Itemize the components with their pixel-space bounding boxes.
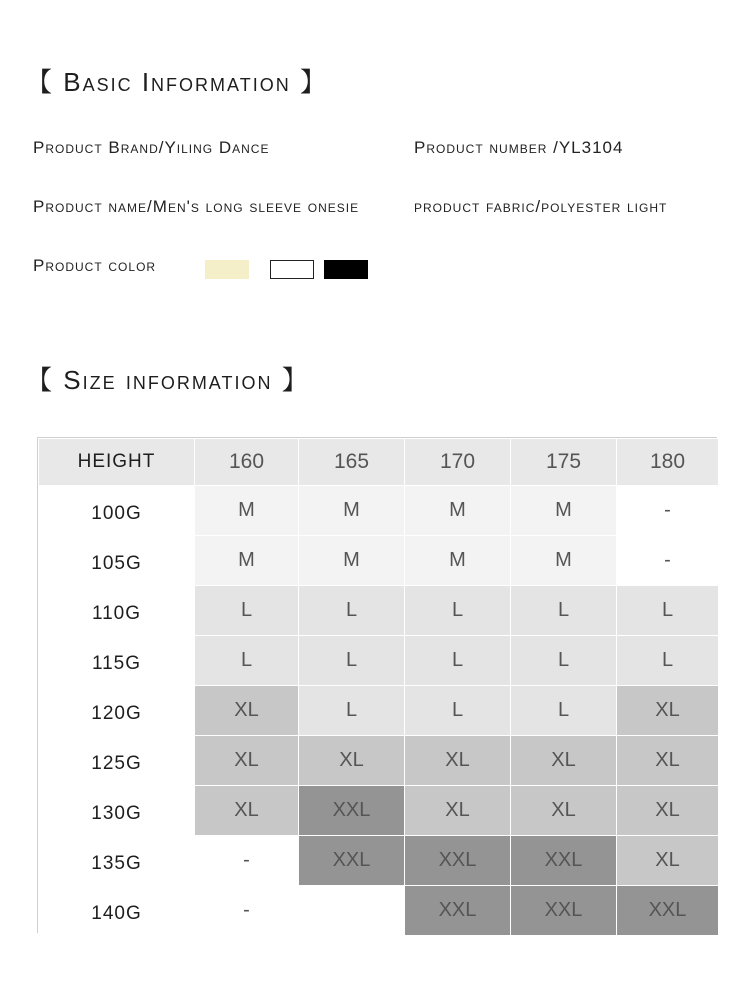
color-swatch-cream — [205, 260, 249, 279]
height-column-header: 170 — [405, 439, 511, 486]
size-cell: L — [299, 686, 405, 736]
bracket-open: 【 — [26, 67, 55, 97]
bracket-open: 【 — [26, 365, 55, 395]
weight-row-header: 120G — [39, 686, 195, 736]
product-brand: Product Brand/Yiling Dance — [33, 138, 270, 157]
product-number: Product number /YL3104 — [414, 138, 624, 157]
size-chart-header-row — [39, 439, 719, 486]
bracket-close: 】 — [299, 67, 328, 97]
size-cell: XXL — [299, 836, 405, 886]
height-column-header: 175 — [511, 439, 617, 486]
size-cell: XXL — [511, 886, 617, 936]
table-row — [39, 786, 719, 836]
size-cell: M — [299, 486, 405, 536]
size-cell: XL — [299, 736, 405, 786]
weight-row-header: 105G — [39, 536, 195, 586]
size-cell: XXL — [405, 836, 511, 886]
basic-information-title — [26, 62, 328, 99]
height-column-header: 165 — [299, 439, 405, 486]
size-cell: XXL — [405, 886, 511, 936]
size-cell: L — [195, 636, 299, 686]
weight-row-header: 110G — [39, 586, 195, 636]
size-cell: M — [299, 536, 405, 586]
size-cell: M — [195, 486, 299, 536]
size-cell: - — [195, 886, 299, 936]
size-cell: L — [617, 636, 719, 686]
size-cell: L — [299, 586, 405, 636]
size-cell: M — [405, 486, 511, 536]
table-row — [39, 886, 719, 936]
size-cell: L — [617, 586, 719, 636]
bracket-close: 】 — [281, 365, 310, 395]
size-cell: M — [405, 536, 511, 586]
size-cell: XL — [617, 786, 719, 836]
size-cell: M — [195, 536, 299, 586]
size-cell: L — [405, 686, 511, 736]
height-header: HEIGHT — [39, 439, 195, 486]
size-cell: XL — [617, 736, 719, 786]
table-row — [39, 586, 719, 636]
size-cell: - — [617, 536, 719, 586]
size-cell — [299, 886, 405, 936]
height-column-header: 180 — [617, 439, 719, 486]
weight-row-header: 125G — [39, 736, 195, 786]
product-color-label: Product color — [33, 256, 157, 275]
height-column-header: 160 — [195, 439, 299, 486]
size-cell: XL — [405, 786, 511, 836]
size-chart-body — [39, 486, 719, 936]
color-swatch-white — [270, 260, 314, 279]
table-row — [39, 836, 719, 886]
table-row — [39, 486, 719, 536]
size-cell: L — [511, 636, 617, 686]
size-cell: XL — [405, 736, 511, 786]
table-row — [39, 536, 719, 586]
table-row — [39, 636, 719, 686]
size-cell: XL — [195, 736, 299, 786]
weight-row-header: 130G — [39, 786, 195, 836]
size-information-title — [26, 360, 310, 397]
size-cell: L — [511, 586, 617, 636]
size-cell: XL — [617, 836, 719, 886]
size-chart-table — [38, 438, 719, 936]
size-cell: XXL — [617, 886, 719, 936]
size-cell: L — [195, 586, 299, 636]
weight-row-header: 115G — [39, 636, 195, 686]
size-cell: L — [511, 686, 617, 736]
size-cell: XL — [617, 686, 719, 736]
size-information-title-text: Size information — [63, 365, 273, 395]
size-cell: L — [405, 636, 511, 686]
size-cell: XXL — [511, 836, 617, 886]
weight-row-header: 140G — [39, 886, 195, 936]
size-chart — [37, 437, 717, 933]
color-swatch-black — [324, 260, 368, 279]
size-cell: XL — [195, 686, 299, 736]
product-fabric: product fabric/polyester light — [414, 197, 668, 216]
basic-information-title-text: Basic Information — [63, 67, 291, 97]
size-cell: XXL — [299, 786, 405, 836]
size-cell: XL — [511, 786, 617, 836]
weight-row-header: 135G — [39, 836, 195, 886]
table-row — [39, 736, 719, 786]
size-cell: XL — [195, 786, 299, 836]
size-cell: XL — [511, 736, 617, 786]
size-cell: M — [511, 536, 617, 586]
table-row — [39, 686, 719, 736]
size-cell: - — [617, 486, 719, 536]
size-cell: - — [195, 836, 299, 886]
size-cell: L — [405, 586, 511, 636]
weight-row-header: 100G — [39, 486, 195, 536]
size-cell: M — [511, 486, 617, 536]
size-cell: L — [299, 636, 405, 686]
product-name: Product name/Men's long sleeve onesie — [33, 197, 360, 216]
